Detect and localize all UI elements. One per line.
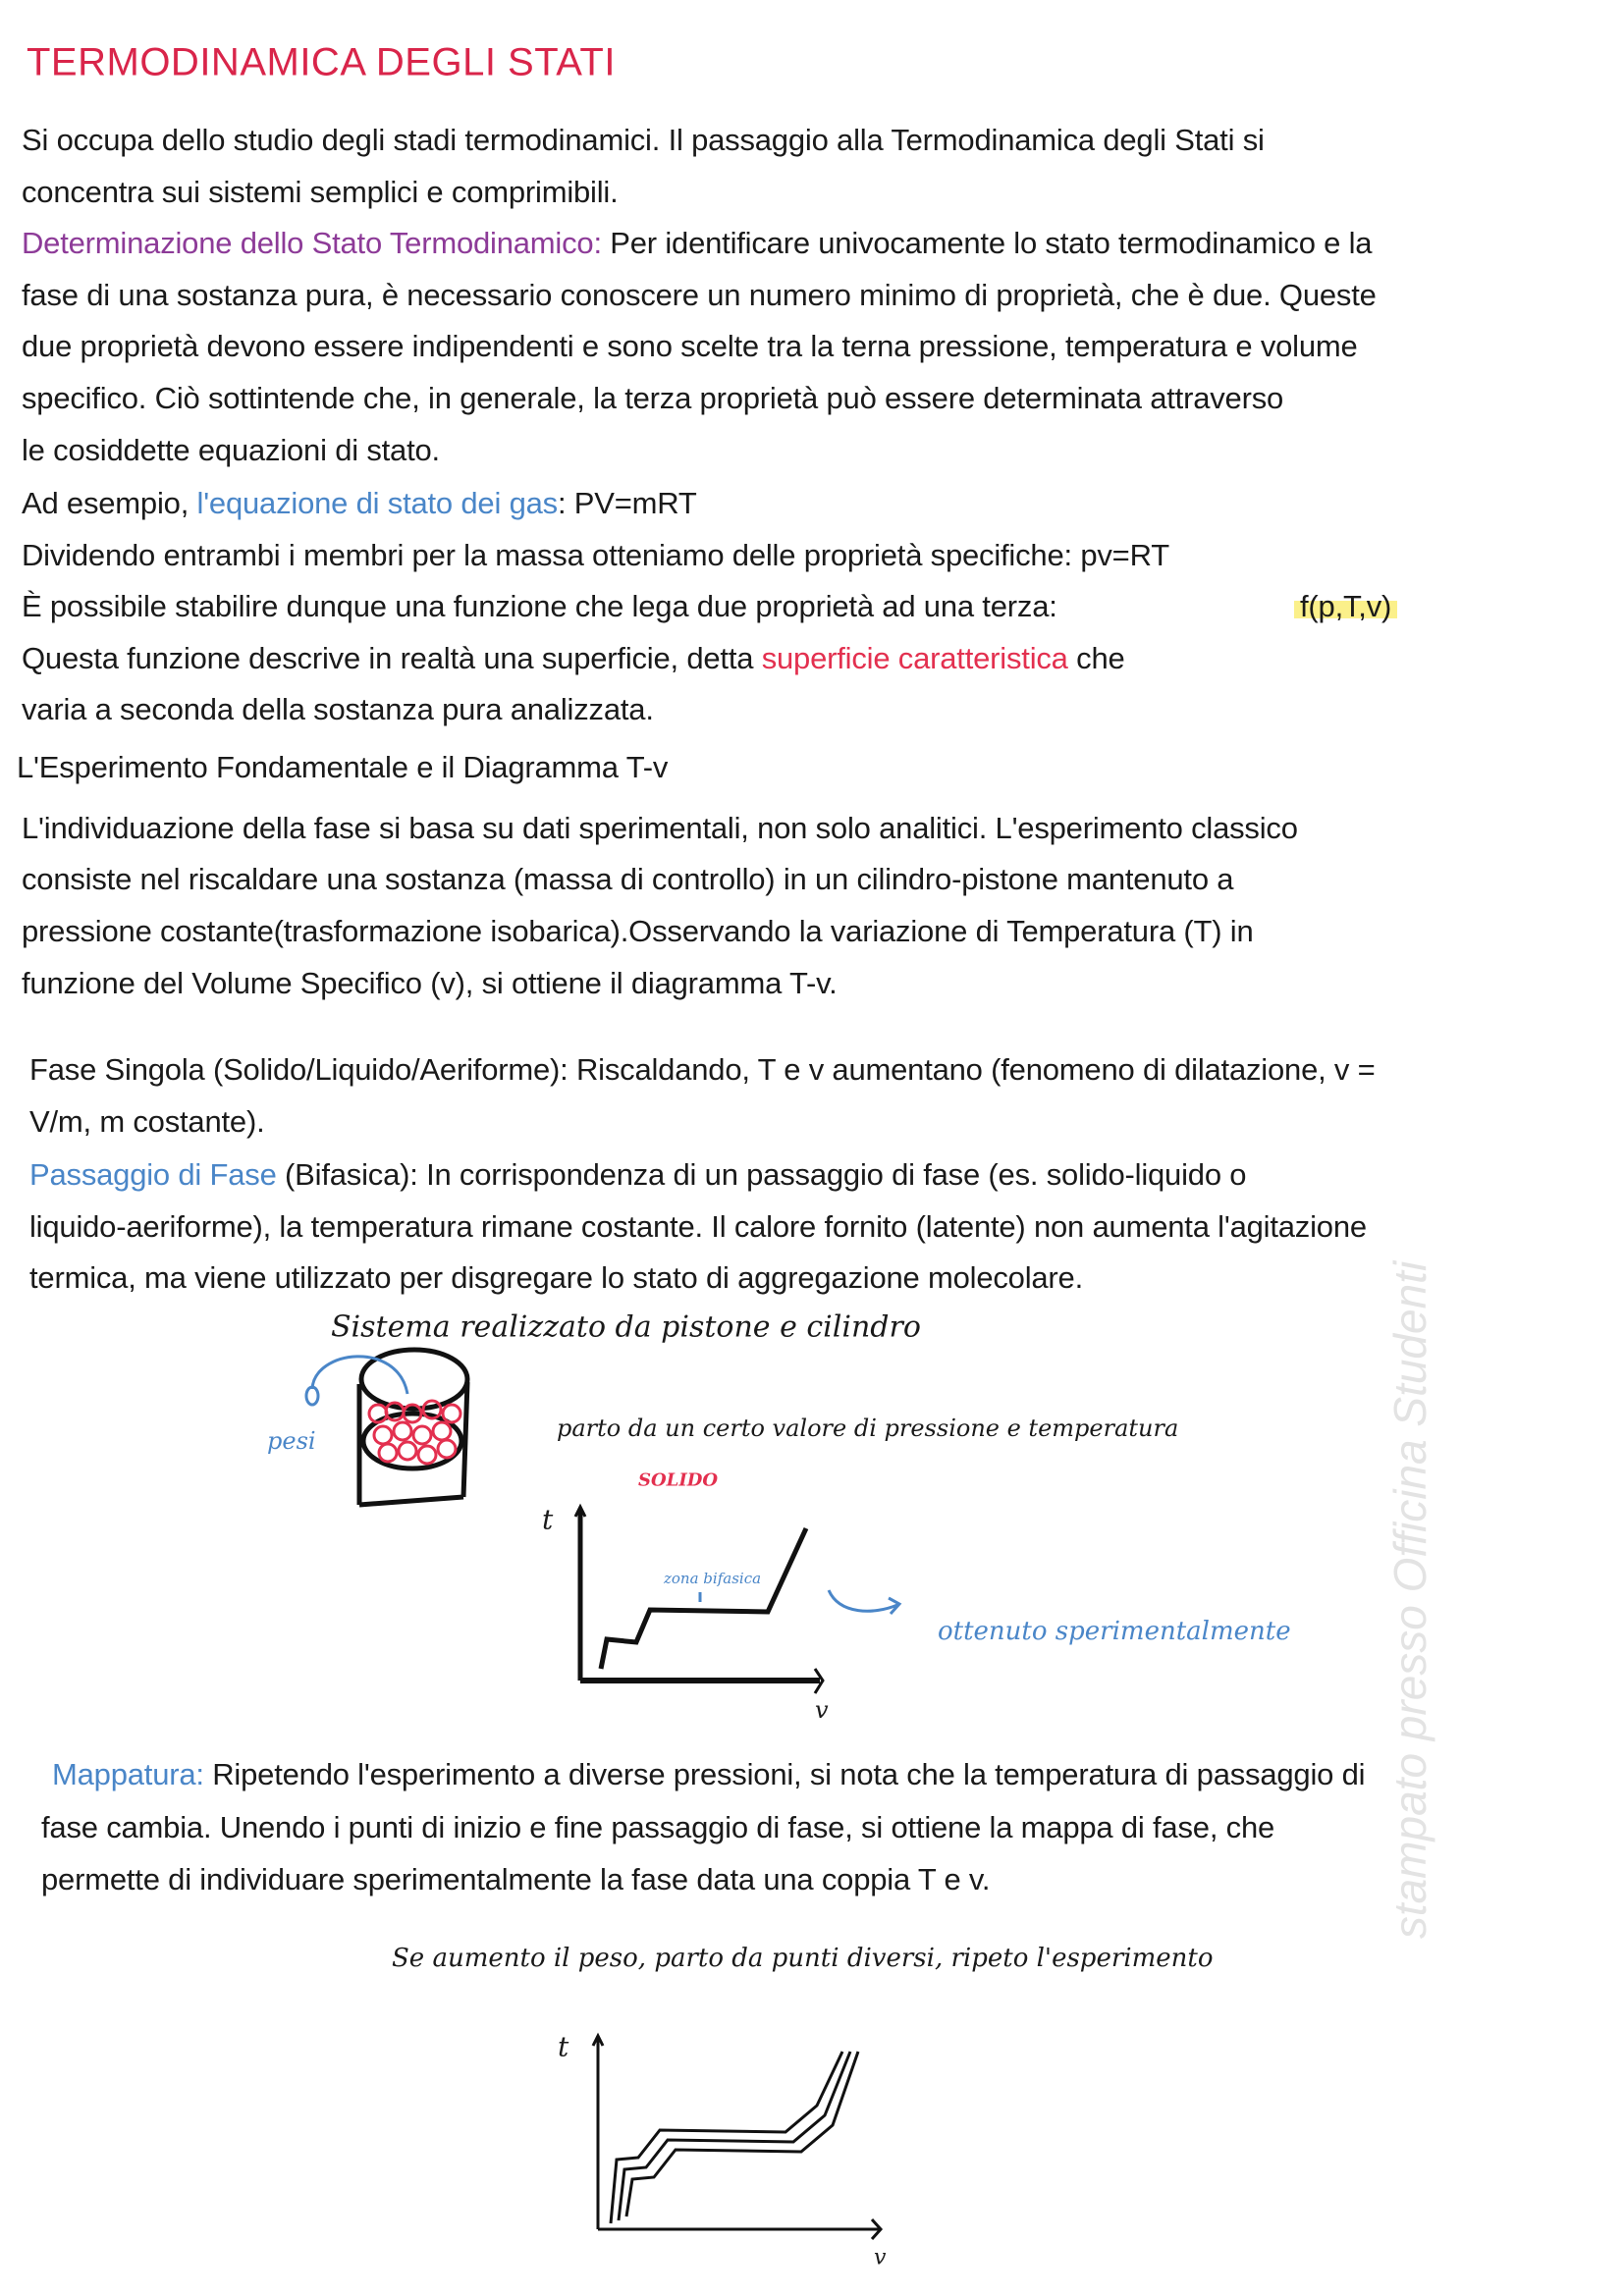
text-line: permette di individuare sperimentalmente la fase data una coppia T e v. xyxy=(41,1862,991,1896)
text-line: concentra sui sistemi semplici e comprimibili. xyxy=(22,175,619,209)
page-title: TERMODINAMICA DEGLI STATI xyxy=(27,40,616,84)
text-span: : PV=mRT xyxy=(557,486,697,520)
text-line: le cosiddette equazioni di stato. xyxy=(22,433,440,467)
graph-2 xyxy=(593,2036,881,2239)
section-heading: L'Esperimento Fondamentale e il Diagramma T-v xyxy=(17,750,669,784)
heating-curve xyxy=(601,1528,806,1669)
axis-label-t-2: t xyxy=(558,2030,569,2063)
text-line: Fase Singola (Solido/Liquido/Aeriforme): Riscaldando, T e v aumentano (fenomeno di dilatazione, v = xyxy=(29,1052,1376,1087)
text-span: che xyxy=(1067,641,1125,675)
text-line: liquido-aeriforme), la temperatura rimane costante. Il calore fornito (latente) non aumenta l'agitazione xyxy=(29,1209,1367,1244)
section-label-mappatura: Mappatura: xyxy=(52,1757,204,1791)
watermark: stampato presso Officina Studenti xyxy=(1384,1260,1435,1940)
v-axis-2 xyxy=(598,2219,881,2239)
axis-label-v-2: v xyxy=(874,2245,887,2270)
curve-2c xyxy=(626,2052,858,2216)
formula-highlight: f(p,T,v) xyxy=(1294,587,1397,626)
note-experimental: ottenuto sperimentalmente xyxy=(938,1617,1291,1646)
note-weights: pesi xyxy=(267,1427,316,1455)
text-line: Si occupa dello studio degli stadi termodinamici. Il passaggio alla Termodinamica degli Stati si xyxy=(22,123,1265,157)
text-line: varia a seconda della sostanza pura analizzata. xyxy=(22,692,654,726)
text-line: funzione del Volume Specifico (v), si ottiene il diagramma T-v. xyxy=(22,966,838,1000)
text-line: V/m, m costante). xyxy=(29,1104,265,1139)
curved-arrow-icon xyxy=(829,1590,899,1614)
curve-2a xyxy=(611,2052,842,2223)
text-line xyxy=(52,1755,1365,1794)
text-span: Questa funzione descrive in realtà una superficie, detta xyxy=(22,641,762,675)
section-label-determinazione: Determinazione dello Stato Termodinamico: xyxy=(22,226,602,260)
note-two-phase: zona bifasica xyxy=(664,1570,762,1587)
highlight-superficie: superficie caratteristica xyxy=(761,641,1068,675)
note-system: Sistema realizzato da pistone e cilindro xyxy=(331,1309,921,1345)
highlight-equazione-gas: l'equazione di stato dei gas xyxy=(196,486,558,520)
text-line: fase cambia. Unendo i punti di inizio e fine passaggio di fase, si ottiene la mappa di fase, che xyxy=(41,1810,1275,1844)
note-solid: SOLIDO xyxy=(638,1469,719,1491)
t-axis-2 xyxy=(593,2036,603,2229)
note-start: parto da un certo valore di pressione e temperatura xyxy=(557,1415,1179,1442)
text-line: specifico. Ciò sottintende che, in generale, la terza proprietà può essere determinata attraverso xyxy=(22,381,1284,415)
axis-label-t: t xyxy=(542,1503,554,1536)
text-line: fase di una sostanza pura, è necessario conoscere un numero minimo di proprietà, che è due. Queste xyxy=(22,278,1377,312)
note-repeat: Se aumento il peso, parto da punti diversi, ripeto l'esperimento xyxy=(392,1944,1214,1973)
text-line: consiste nel riscaldare una sostanza (massa di controllo) in un cilindro-pistone mantenuto a xyxy=(22,862,1234,896)
text-span: Ad esempio, xyxy=(22,486,197,520)
text-span: (Bifasica): In corrispondenza di un passaggio di fase (es. solido-liquido o xyxy=(276,1157,1247,1192)
text-line: È possibile stabilire dunque una funzione che lega due proprietà ad una terza: xyxy=(22,589,1057,623)
section-label-passaggio: Passaggio di Fase xyxy=(29,1157,277,1192)
text-line: L'individuazione della fase si basa su dati sperimentali, non solo analitici. L'esperimento classico xyxy=(22,811,1298,845)
weight-ring-icon xyxy=(306,1387,318,1405)
text-span: Per identificare univocamente lo stato termodinamico e la xyxy=(601,226,1373,260)
axis-label-v: v xyxy=(815,1696,829,1724)
text-line: termica, ma viene utilizzato per disgregare lo stato di aggregazione molecolare. xyxy=(29,1260,1084,1295)
text-line: due proprietà devono essere indipendenti e sono scelte tra la terna pressione, temperatura e volume xyxy=(22,329,1358,363)
text-line: pressione costante(trasformazione isobarica).Osservando la variazione di Temperatura (T) in xyxy=(22,914,1254,948)
text-span: Ripetendo l'esperimento a diverse pressioni, si nota che la temperatura di passaggio di xyxy=(203,1757,1366,1791)
text-line: Dividendo entrambi i membri per la massa otteniamo delle proprietà specifiche: pv=RT xyxy=(22,538,1169,572)
